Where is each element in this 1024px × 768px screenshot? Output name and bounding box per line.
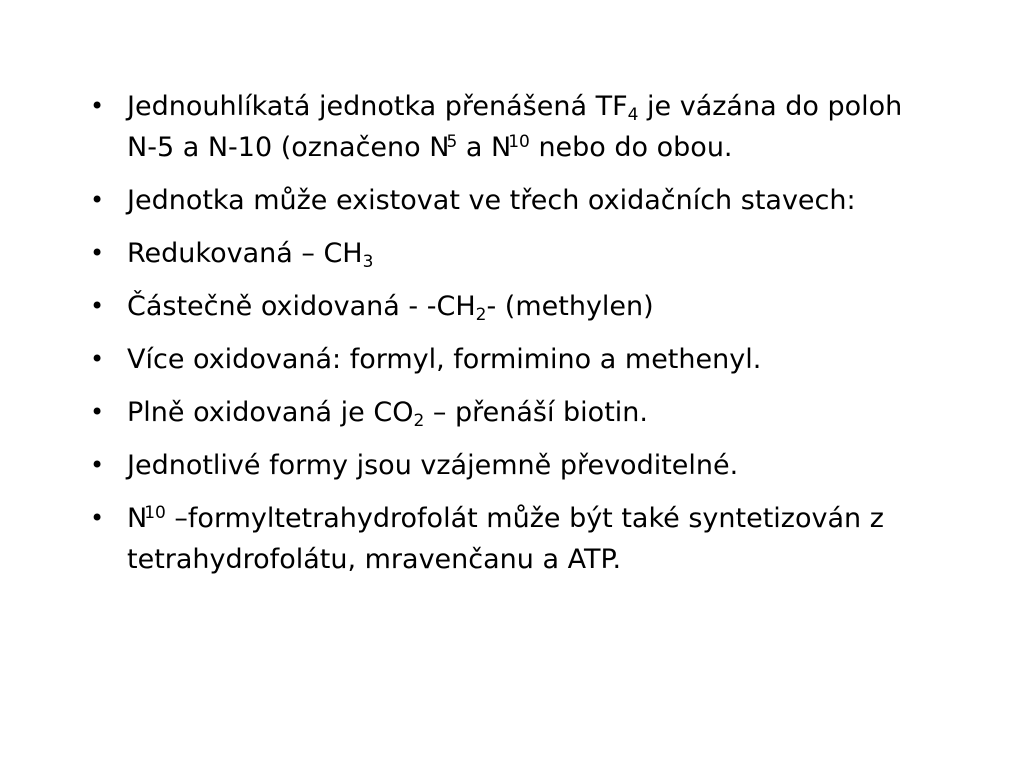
bullet-item-tf4-binding [90, 86, 920, 168]
subscript: 4 [627, 105, 639, 125]
superscript: 10 [144, 503, 166, 523]
bullet-list [90, 86, 920, 580]
bullet-item-interconvertible [90, 445, 920, 486]
item-text: nebo do obou. [529, 132, 733, 163]
bullet-icon: • [90, 239, 105, 267]
item-text: Redukovaná – CH [127, 238, 363, 269]
bullet-item-partially-oxidized [90, 286, 920, 327]
bullet-icon: • [90, 186, 105, 214]
superscript: 5 [446, 132, 458, 152]
item-text: Jednotlivé formy jsou vzájemně převoditelné. [127, 450, 739, 481]
item-text: Částečně oxidovaná - -CH [127, 291, 476, 322]
slide-content [90, 86, 920, 592]
bullet-icon: • [90, 92, 105, 120]
item-text: a N [457, 132, 512, 163]
bullet-icon: • [90, 504, 105, 532]
bullet-item-oxidation-states [90, 180, 920, 221]
item-text: je vázána do poloh N-5 a N-10 (označeno N [127, 91, 903, 163]
item-text: Více oxidovaná: formyl, formimino a methenyl. [127, 344, 762, 375]
bullet-item-n10-formyl [90, 498, 920, 580]
bullet-icon: • [90, 345, 105, 373]
bullet-icon: • [90, 292, 105, 320]
item-text: Plně oxidovaná je CO [127, 397, 414, 428]
item-text: Jednotka může existovat ve třech oxidačních stavech: [127, 185, 856, 216]
subscript: 2 [475, 305, 487, 325]
bullet-item-fully-oxidized [90, 392, 920, 433]
superscript: 10 [508, 132, 530, 152]
bullet-icon: • [90, 398, 105, 426]
subscript: 2 [413, 411, 425, 431]
item-text: N [127, 503, 148, 534]
bullet-item-reduced [90, 233, 920, 274]
item-text: –formyltetrahydrofolát může být také syntetizován z tetrahydrofolátu, mravenčanu a ATP. [127, 503, 884, 575]
bullet-item-more-oxidized [90, 339, 920, 380]
subscript: 3 [362, 252, 374, 272]
bullet-icon: • [90, 451, 105, 479]
item-text: - (methylen) [486, 291, 654, 322]
item-text: Jednouhlíkatá jednotka přenášená TF [127, 91, 628, 122]
item-text: – přenáší biotin. [424, 397, 648, 428]
